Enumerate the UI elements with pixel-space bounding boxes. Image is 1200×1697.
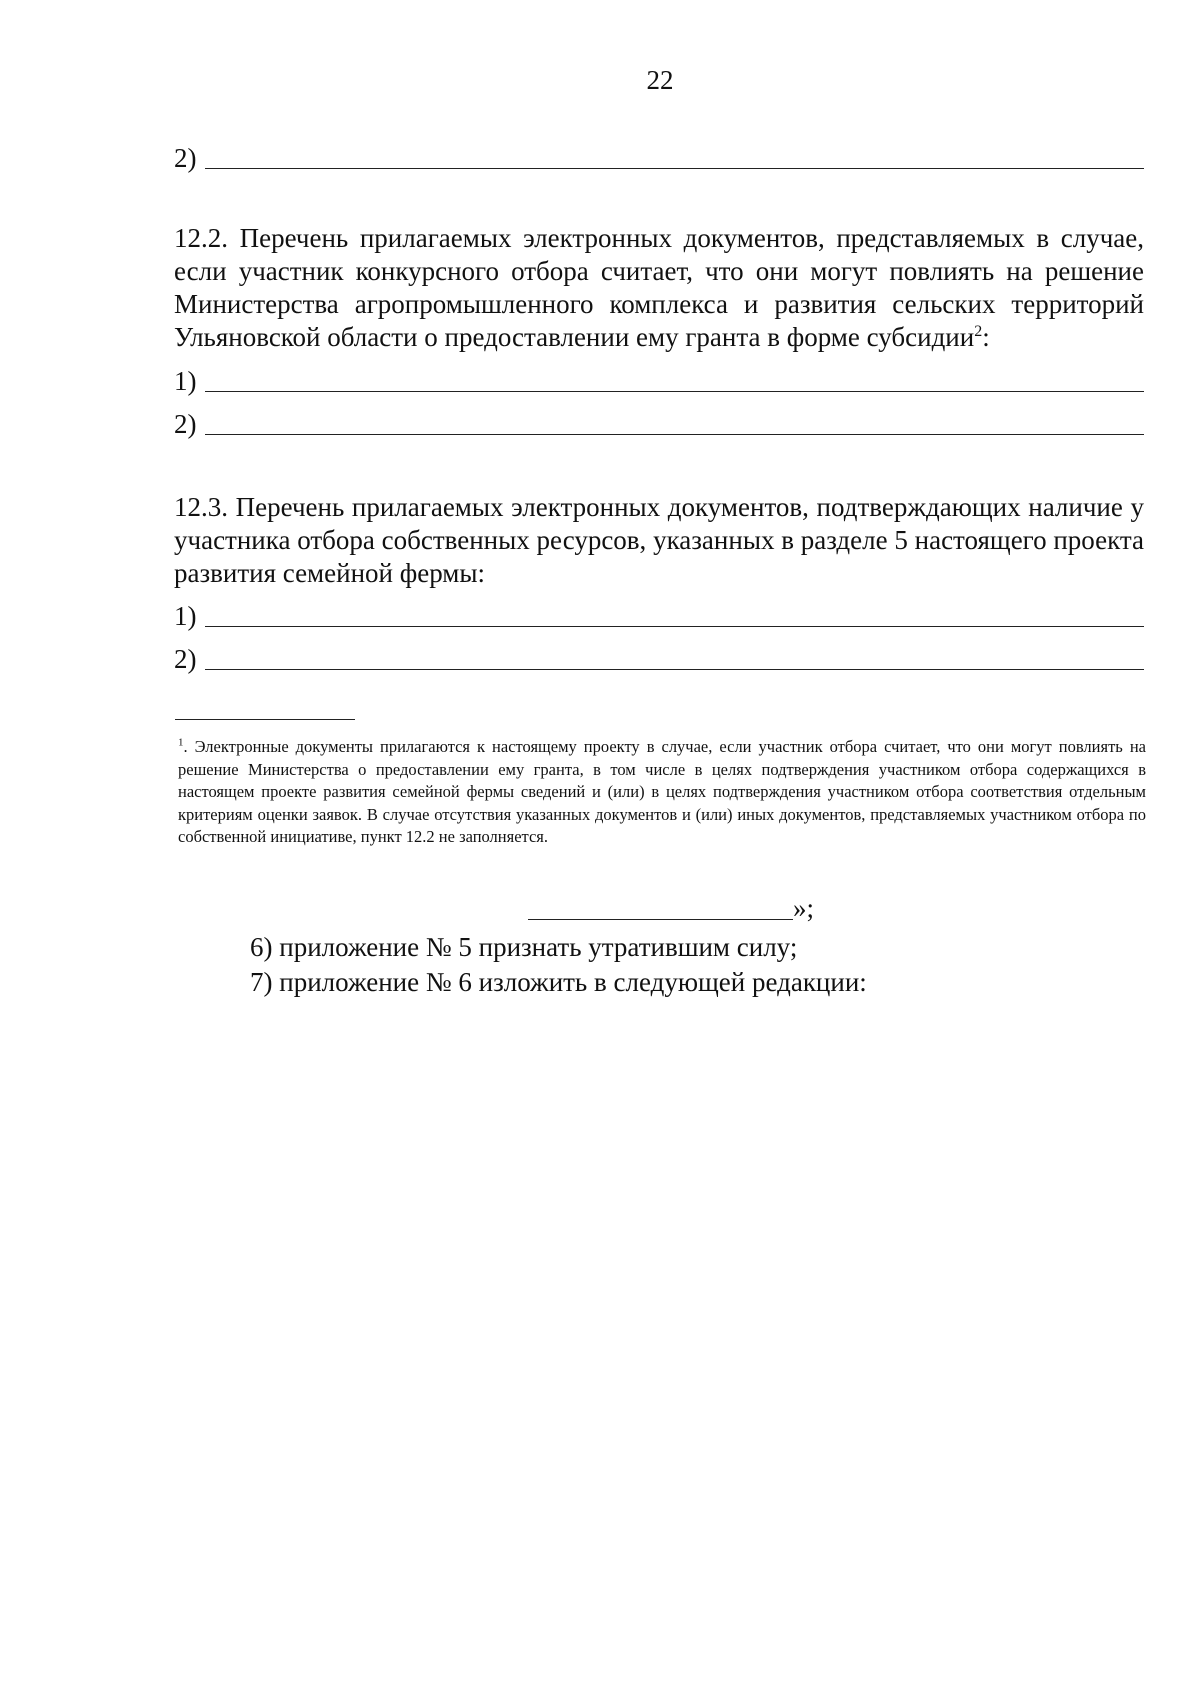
- section-12-3-paragraph: 12.3. Перечень прилагаемых электронных документов, подтверждающих наличие у участника отбора собственных ресурсов, указанных в разделе 5 настоящего проекта развития семейной фермы:: [174, 492, 1144, 588]
- blank-fill-line: [205, 604, 1145, 627]
- footnote-reference: 2: [974, 323, 983, 340]
- section-12-2-text: 12.2. Перечень прилагаемых электронных документов, представляемых в случае, если участник конкурсного отбора считает, что они могут повлиять на решение Министерства агропромышленного комплекса и развития сельских территорий Ульяновской области о предоставлении ему гранта в форме субсидии: [174, 223, 1144, 352]
- item-number: 2): [174, 644, 197, 674]
- footnote-text: . Электронные документы прилагаются к настоящему проекту в случае, если участник отбора считает, что они могут повлиять на решение Министерства о предоставлении ему гранта, в том числе в целях подтверждения участником отбора содержащихся в настоящем проекте развития семейной фермы сведений и (или) в целях подтверждения участником отбора соответствия отдельным критериям оценки заявок. В случае отсутствия указанных документов и (или) иных документов, представляемых участником отбора по собственной инициативе, пункт 12.2 не заполняется.: [178, 737, 1146, 846]
- blank-fill-line: [205, 412, 1145, 435]
- amendment-item: 6) приложение № 5 признать утратившим силу;: [250, 932, 798, 962]
- item-number: 1): [174, 366, 197, 396]
- section-12-3-item: [174, 640, 1144, 674]
- footnote: [178, 736, 1146, 849]
- section-12-2-tail: :: [982, 322, 990, 352]
- item-number: 1): [174, 601, 197, 631]
- top-list-item: [174, 139, 1144, 173]
- section-12-3-item: [174, 597, 1144, 631]
- blank-fill-line: [205, 146, 1145, 169]
- section-12-2-paragraph: [174, 222, 1144, 354]
- item-number: 2): [174, 409, 197, 439]
- section-12-2-item: [174, 405, 1144, 439]
- footnote-separator: [175, 719, 355, 720]
- page-number: 22: [646, 65, 674, 95]
- blank-fill-line: [205, 647, 1145, 670]
- section-12-2-item: [174, 362, 1144, 396]
- amendment-item: 7) приложение № 6 изложить в следующей редакции:: [250, 967, 867, 997]
- item-number: 2): [174, 143, 197, 173]
- closing-line: [528, 894, 814, 924]
- blank-fill-line: [205, 369, 1145, 392]
- footnote-marker: 1: [178, 736, 184, 749]
- closing-rule: [528, 897, 793, 920]
- closing-quote: »;: [793, 893, 815, 923]
